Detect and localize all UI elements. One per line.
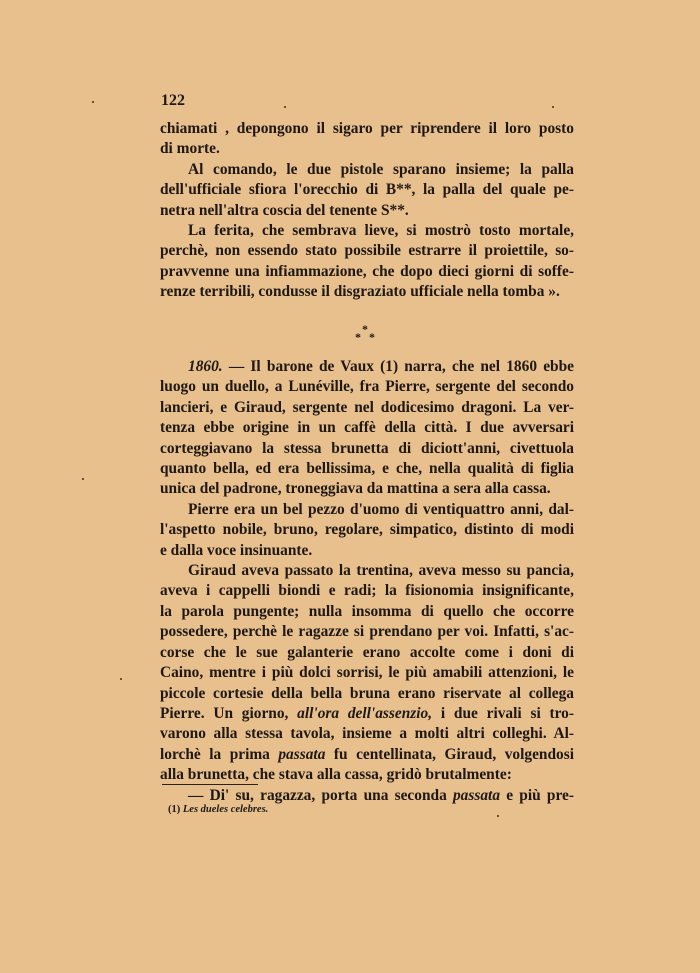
paragraph: chiamati , depongono il sigaro per riprendere il loro posto xyxy=(160,120,574,137)
paper-speck xyxy=(82,478,84,480)
paragraph: corse che le sue galanterie erano accolte come i doni di xyxy=(160,643,574,661)
paragraph: di morte. xyxy=(160,140,220,158)
paper-speck xyxy=(92,101,94,103)
paragraph: 1860. — Il barone de Vaux (1) narra, che nel 1860 ebbe xyxy=(188,358,574,375)
paragraph: netra nell'altra coscia del tenente S**. xyxy=(160,201,409,219)
paper-speck xyxy=(497,815,499,817)
paper-speck xyxy=(284,106,286,108)
paper-speck xyxy=(120,678,122,680)
paragraph: Pierre era un bel pezzo d'uomo di ventiquattro anni, dal- xyxy=(188,500,574,518)
paragraph: La ferita, che sembrava lieve, si mostrò tosto mortale, xyxy=(188,222,574,240)
year-heading: 1860. xyxy=(188,358,223,375)
page-number: 122 xyxy=(161,92,185,109)
paragraph: renze terribili, condusse il disgraziato ufficiale nella tomba ». xyxy=(160,283,560,301)
footnote xyxy=(168,804,268,815)
paragraph: piccole cortesie della bella bruna erano riservate al collega xyxy=(160,684,574,702)
paragraph: luogo un duello, a Lunéville, fra Pierre, sergente del secondo xyxy=(160,378,574,396)
footnote-text: Les dueles celebres. xyxy=(182,804,269,815)
paragraph: alla brunetta, che stava alla cassa, gridò brutalmente: xyxy=(160,766,512,784)
footnote-marker: (1) xyxy=(168,804,181,815)
paragraph: l'aspetto nobile, bruno, regolare, simpatico, distinto di modi xyxy=(160,521,574,539)
paragraph: quanto bella, ed era bellissima, e che, nella qualità di figlia xyxy=(160,460,574,478)
paragraph: lancieri, e Giraud, sergente nel dodicesimo dragoni. La ver- xyxy=(160,398,574,416)
paragraph: tenza ebbe origine in un caffè della città. I due avversari xyxy=(160,419,574,437)
separator-star: * xyxy=(362,322,368,336)
text-section-2 xyxy=(160,357,574,806)
paragraph: aveva i cappelli biondi e radi; la fisionomia insignificante, xyxy=(160,582,574,600)
paragraph: pravvenne una infiammazione, che dopo dieci giorni di soffe- xyxy=(160,262,574,280)
paper-speck xyxy=(552,106,554,108)
paragraph: dell'ufficiale sfiora l'orecchio di B**, la palla del quale pe- xyxy=(160,181,574,199)
paragraph: — Di' su, ragazza, porta una seconda passata e più pre- xyxy=(188,786,574,804)
separator-star: * xyxy=(355,330,361,344)
paragraph: Caino, mentre i più dolci sorrisi, le più amabili attenzioni, le xyxy=(160,664,574,682)
paragraph: lorchè la prima passata fu centellinata, Giraud, volgendosi xyxy=(160,745,574,763)
paragraph: e dalla voce insinuante. xyxy=(160,541,313,559)
paragraph: corteggiavano la stessa brunetta di diciott'anni, civettuola xyxy=(160,439,574,457)
paragraph: Al comando, le due pistole sparano insieme; la palla xyxy=(188,160,574,178)
separator-star: * xyxy=(369,330,375,344)
paragraph: unica del padrone, troneggiava da mattina a sera alla cassa. xyxy=(160,480,551,498)
paragraph: la parola pungente; nulla insomma di quello che occorre xyxy=(160,602,574,620)
paragraph: Giraud aveva passato la trentina, aveva messo su pancia, xyxy=(188,562,574,580)
footnote-divider xyxy=(162,784,258,785)
section-separator xyxy=(354,322,378,344)
paragraph: perchè, non essendo stato possibile estrarre il proiettile, so- xyxy=(160,242,574,260)
paragraph: Pierre. Un giorno, all'ora dell'assenzio, i due rivali si tro- xyxy=(160,704,574,722)
text-section-1 xyxy=(160,119,574,303)
paragraph: varono alla stessa tavola, insieme a molti altri colleghi. Al- xyxy=(160,725,574,743)
paragraph: possedere, perchè le ragazze si prendano per voi. Infatti, s'ac- xyxy=(160,623,574,641)
